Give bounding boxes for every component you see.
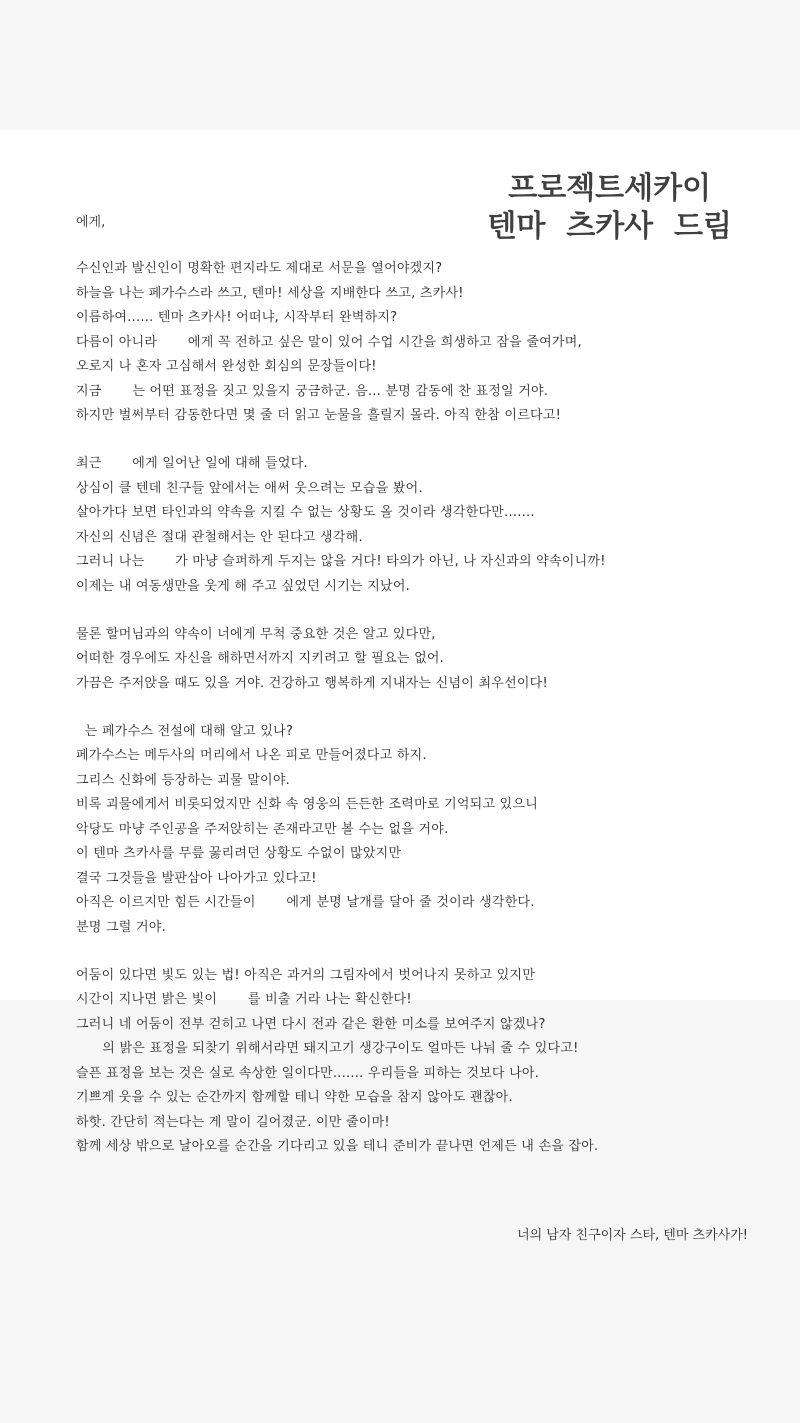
letter-line: 물론 할머님과의 약속이 너에게 무척 중요한 것은 알고 있다만,: [76, 626, 436, 642]
letter-line: 아직은 이르지만 힘든 시간들이 에게 분명 날개를 달아 줄 것이라 생각한다.: [76, 895, 535, 910]
letter-line: 최근 에게 일어난 일에 대해 들었다.: [76, 456, 308, 471]
letter-paragraph: [76, 720, 766, 941]
letter-line: 상심이 클 텐데 친구들 앞에서는 애써 웃으려는 모습을 봤어.: [76, 480, 423, 496]
title-line-2: 텐마 츠카사 드림: [487, 209, 732, 244]
letter-line: 다름이 아니라 에게 꼭 전하고 싶은 말이 있어 수업 시간을 희생하고 잠을 줄여가며,: [76, 334, 582, 350]
letter-line: 페가수스는 메두사의 머리에서 나온 피로 만들어졌다고 하지.: [76, 748, 427, 763]
letter-line: 그러니 나는 가 마냥 슬퍼하게 두지는 않을 거다! 타의가 아닌, 나 자신과의 약속이니까!: [76, 554, 606, 569]
letter-paragraph: [76, 623, 766, 697]
letter-line: 오로지 나 혼자 고심해서 완성한 회심의 문장들이다!: [76, 359, 377, 374]
letter-line: 그러니 네 어둠이 전부 걷히고 나면 다시 전과 같은 환한 미소를 보여주지 않겠나?: [76, 1016, 546, 1032]
letter-line: 의 밝은 표정을 되찾기 위해서라면 돼지고기 생강구이도 얼마든 나눠 줄 수 있다고!: [76, 1041, 579, 1056]
letter-title: [487, 170, 732, 246]
letter-line: 살아가다 보면 타인과의 약속을 지킬 수 없는 상황도 올 것이라 생각한다만.......: [76, 505, 535, 520]
letter-paragraph: [76, 964, 766, 1160]
letter-line: 어떠한 경우에도 자신을 해하면서까지 지키려고 할 필요는 없어.: [76, 651, 445, 666]
letter-line: 어둠이 있다면 빛도 있는 법! 아직은 과거의 그림자에서 벗어나지 못하고 있지만: [76, 967, 536, 983]
letter-body: [76, 257, 766, 1183]
letter-line: 하핫. 간단히 적는다는 게 말이 길어졌군. 이만 줄이마!: [76, 1114, 390, 1130]
salutation: 에게,: [76, 215, 106, 230]
signature: 너의 남자 친구이자 스타, 텐마 츠카사가!: [517, 1228, 748, 1243]
letter-line: 시간이 지나면 밝은 빛이 를 비출 거라 나는 확신한다!: [76, 992, 412, 1007]
letter-line: 악당도 마냥 주인공을 주저앉히는 존재라고만 볼 수는 없을 거야.: [76, 821, 449, 837]
letter-line: 는 페가수스 전설에 대해 알고 있나?: [76, 723, 294, 739]
letter-line: 분명 그럴 거야.: [76, 919, 166, 935]
letter-line: 하늘을 나는 페가수스라 쓰고, 텐마! 세상을 지배한다 쓰고, 츠카사!: [76, 285, 464, 301]
title-line-1: 프로젝트세카이: [508, 171, 712, 206]
letter-line: 가끔은 주저앉을 때도 있을 거야. 건강하고 행복하게 지내자는 신념이 최우선이다!: [76, 675, 548, 691]
letter-line: 슬픈 표정을 보는 것은 실로 속상한 일이다만....... 우리들을 피하는 것보다 나아.: [76, 1065, 540, 1081]
letter-line: 결국 그것들을 발판삼아 나아가고 있다고!: [76, 870, 317, 886]
letter-line: 이제는 내 여동생만을 웃게 해 주고 싶었던 시기는 지났어.: [76, 578, 411, 594]
letter-paragraph: [76, 257, 766, 429]
letter-line: 지금 는 어떤 표정을 짓고 있을지 궁금하군. 음... 분명 감동에 찬 표정일 거야.: [76, 383, 549, 399]
letter-line: 비록 괴물에게서 비롯되었지만 신화 속 영웅의 든든한 조력마로 기억되고 있으니: [76, 797, 539, 812]
letter-paragraph: [76, 452, 766, 599]
letter-line: 함께 세상 밖으로 날아오를 순간을 기다리고 있을 테니 준비가 끝나면 언제든 내 손을 잡아.: [76, 1139, 599, 1154]
letter-line: 이름하여...... 텐마 츠카사! 어떠냐, 시작부터 완벽하지?: [76, 310, 398, 325]
letter-line: 기쁘게 웃을 수 있는 순간까지 함께할 테니 약한 모습을 참지 않아도 괜찮아.: [76, 1090, 513, 1105]
letter-line: 자신의 신념은 절대 관철해서는 안 된다고 생각해.: [76, 529, 363, 545]
letter-line: 수신인과 발신인이 명확한 편지라도 제대로 서문을 열어야겠지?: [76, 261, 443, 276]
letter-line: 하지만 벌써부터 감동한다면 몇 줄 더 읽고 눈물을 흘릴지 몰라. 아직 한참 이르다고!: [76, 408, 562, 423]
letter-line: 이 텐마 츠카사를 무릎 꿇리려던 상황도 수없이 많았지만: [76, 846, 402, 861]
letter-line: 그리스 신화에 등장하는 괴물 말이야.: [76, 772, 291, 788]
